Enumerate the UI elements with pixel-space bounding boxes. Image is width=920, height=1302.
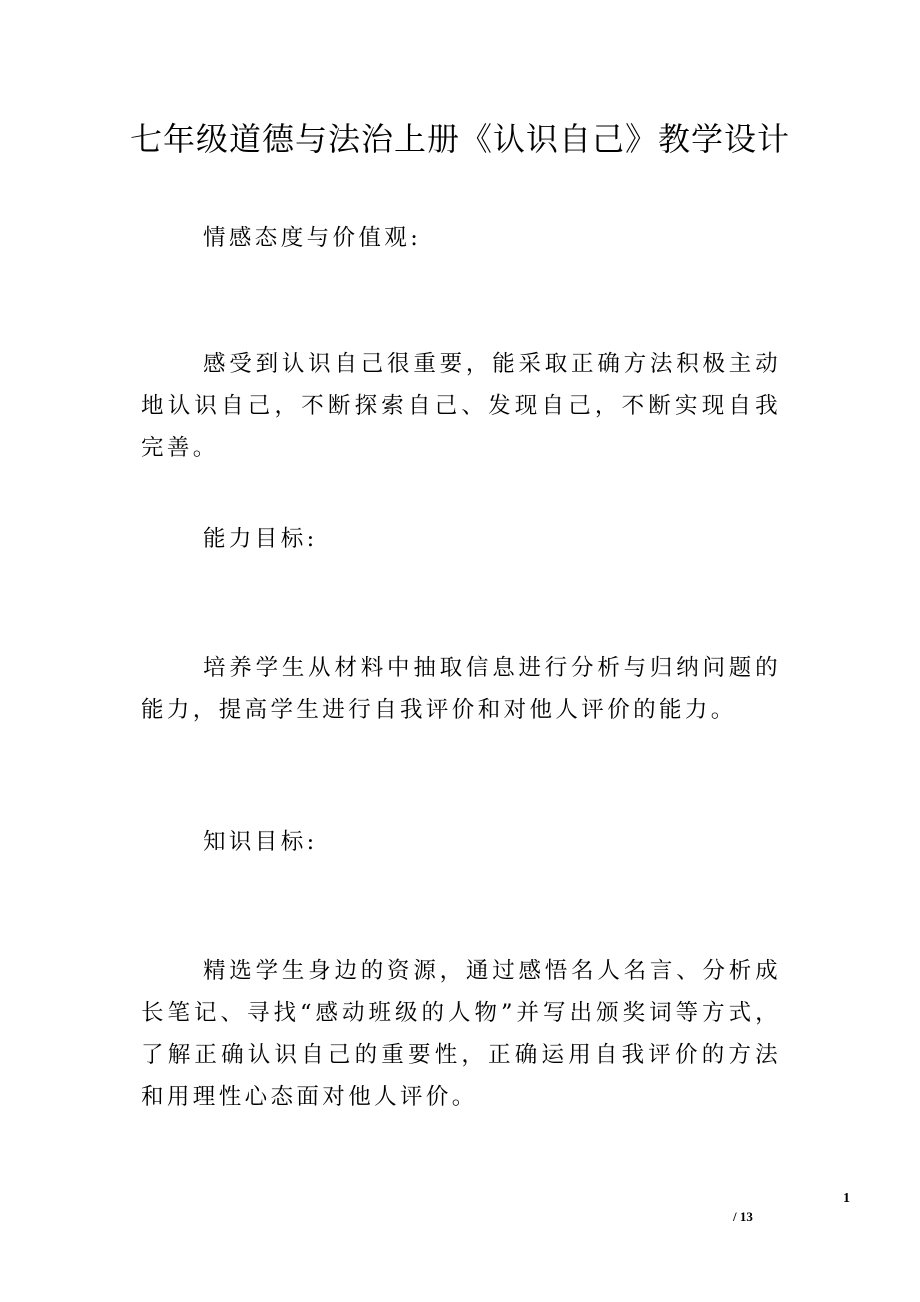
ability-heading: 能力目标: [203,526,318,552]
page-number: 1 [843,1191,850,1206]
attitude-heading: 情感态度与价值观: [203,225,422,251]
ability-paragraph: 培养学生从材料中抽取信息进行分析与归纳问题的能力，提高学生进行自我评价和对他人评价的能力。 [141,655,781,723]
knowledge-heading: 知识目标: [203,829,318,855]
page-total: / 13 [733,1209,753,1224]
document-title: 七年级道德与法治上册《认识自己》教学设计 [130,120,791,158]
attitude-paragraph: 感受到认识自己很重要，能采取正确方法积极主动地认识自己，不断探索自己、发现自己，不断实现自我完善。 [141,351,781,461]
knowledge-paragraph: 精选学生身边的资源，通过感悟名人名言、分析成长笔记、寻找“感动班级的人物”并写出颁奖词等方式，了解正确认识自己的重要性，正确运用自我评价的方法和用理性心态面对他人评价。 [141,958,781,1110]
